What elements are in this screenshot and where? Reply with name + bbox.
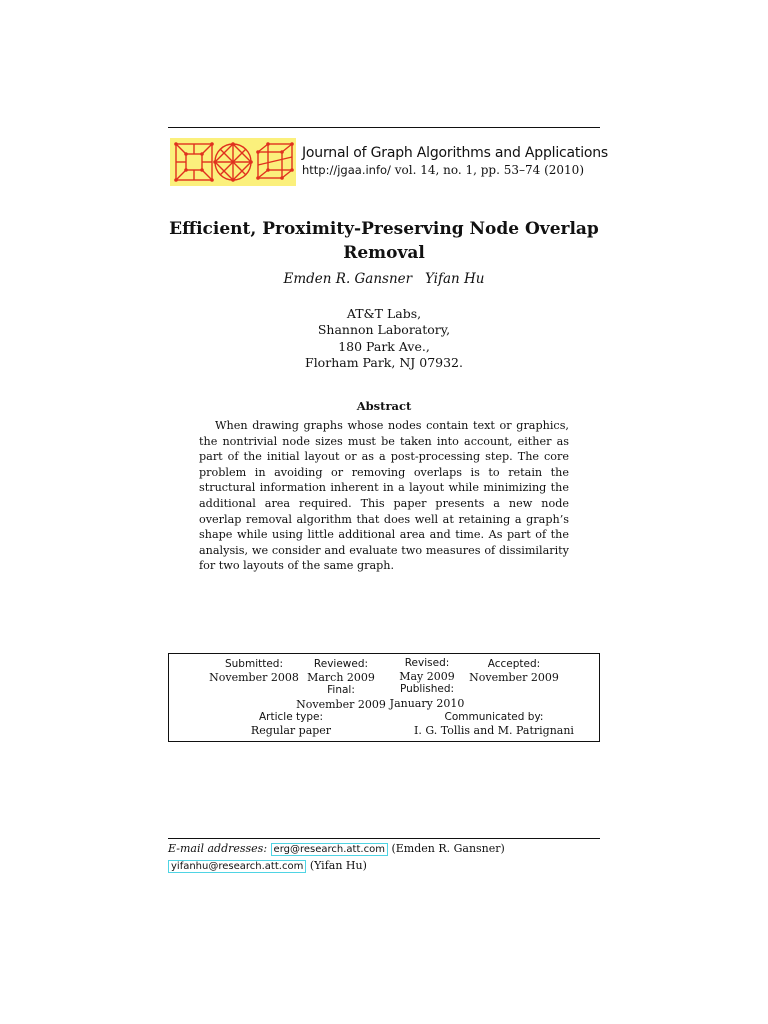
article-type-cell [245,711,337,737]
paper-authors: Emden R. Gansner Yifan Hu [283,271,485,287]
email-owner-hu: (Yifan Hu) [309,858,367,872]
email-owner-gansner: (Emden R. Gansner) [391,842,505,855]
accepted-label: Accepted: [487,658,541,670]
published-date: January 2010 [389,696,465,710]
communicated-cell [399,711,589,737]
email-link-gansner[interactable]: erg@research.att.com [271,843,388,856]
final-label: Final: [327,684,355,697]
revised-cell [382,657,472,710]
affiliation-line: Shannon Laboratory, [317,322,451,338]
submitted-date: November 2008 [209,671,299,685]
accepted-cell [469,658,559,684]
revised-date: May 2009 [399,670,455,684]
journal-logo-graph-icon [170,138,296,186]
email-footnote [168,841,600,874]
published-label: Published: [399,683,455,696]
footnote-rule [168,838,600,839]
abstract-heading: Abstract [356,399,412,413]
journal-citation-line [302,163,584,177]
abstract-text: When drawing graphs whose nodes contain text or graphics, the nontrivial node sizes must be taken into account, either as part of the initial layout or as a post-processing step. The core problem in avoiding or removing overlaps is to retain the structural information inherent in a layout while minimizing the additional area required. This paper presents a new node overlap removal algorithm that does well at retaining a graph’s shape while using little additional area and time. As part of the analysis, we consider and evaluate two measures of dissimilarity for two layouts of the same graph. [199,419,569,573]
affiliation [168,306,600,371]
article-info-box [168,653,600,742]
affiliation-line: AT&T Labs, [346,306,422,321]
email-link-hu[interactable]: yifanhu@research.att.com [168,860,306,873]
article-type: Regular paper [250,724,332,738]
reviewed-cell [296,658,386,711]
affiliation-line: 180 Park Ave., [338,338,430,354]
journal-name: Journal of Graph Algorithms and Applications [302,145,609,161]
accepted-date: November 2009 [469,671,559,685]
reviewed-date: March 2009 [307,671,375,685]
final-date: November 2009 [296,697,386,711]
journal-url-link[interactable]: http://jgaa.info/ [302,163,391,177]
email-label: E-mail addresses: [168,842,268,855]
top-rule [168,127,600,128]
journal-logo [170,138,296,186]
communicated-editors: I. G. Tollis and M. Patrignani [414,724,574,738]
revised-label: Revised: [404,657,450,669]
reviewed-label: Reviewed: [313,658,369,670]
affiliation-line: Florham Park, NJ 07932. [305,354,463,370]
paper-title: Efficient, Proximity-Preserving Node Overlap Removal [169,219,599,263]
submitted-label: Submitted: [224,658,284,670]
article-type-label: Article type: [258,711,323,723]
communicated-label: Communicated by: [444,711,544,723]
submitted-cell [209,658,299,684]
journal-citation: vol. 14, no. 1, pp. 53–74 (2010) [394,163,585,177]
